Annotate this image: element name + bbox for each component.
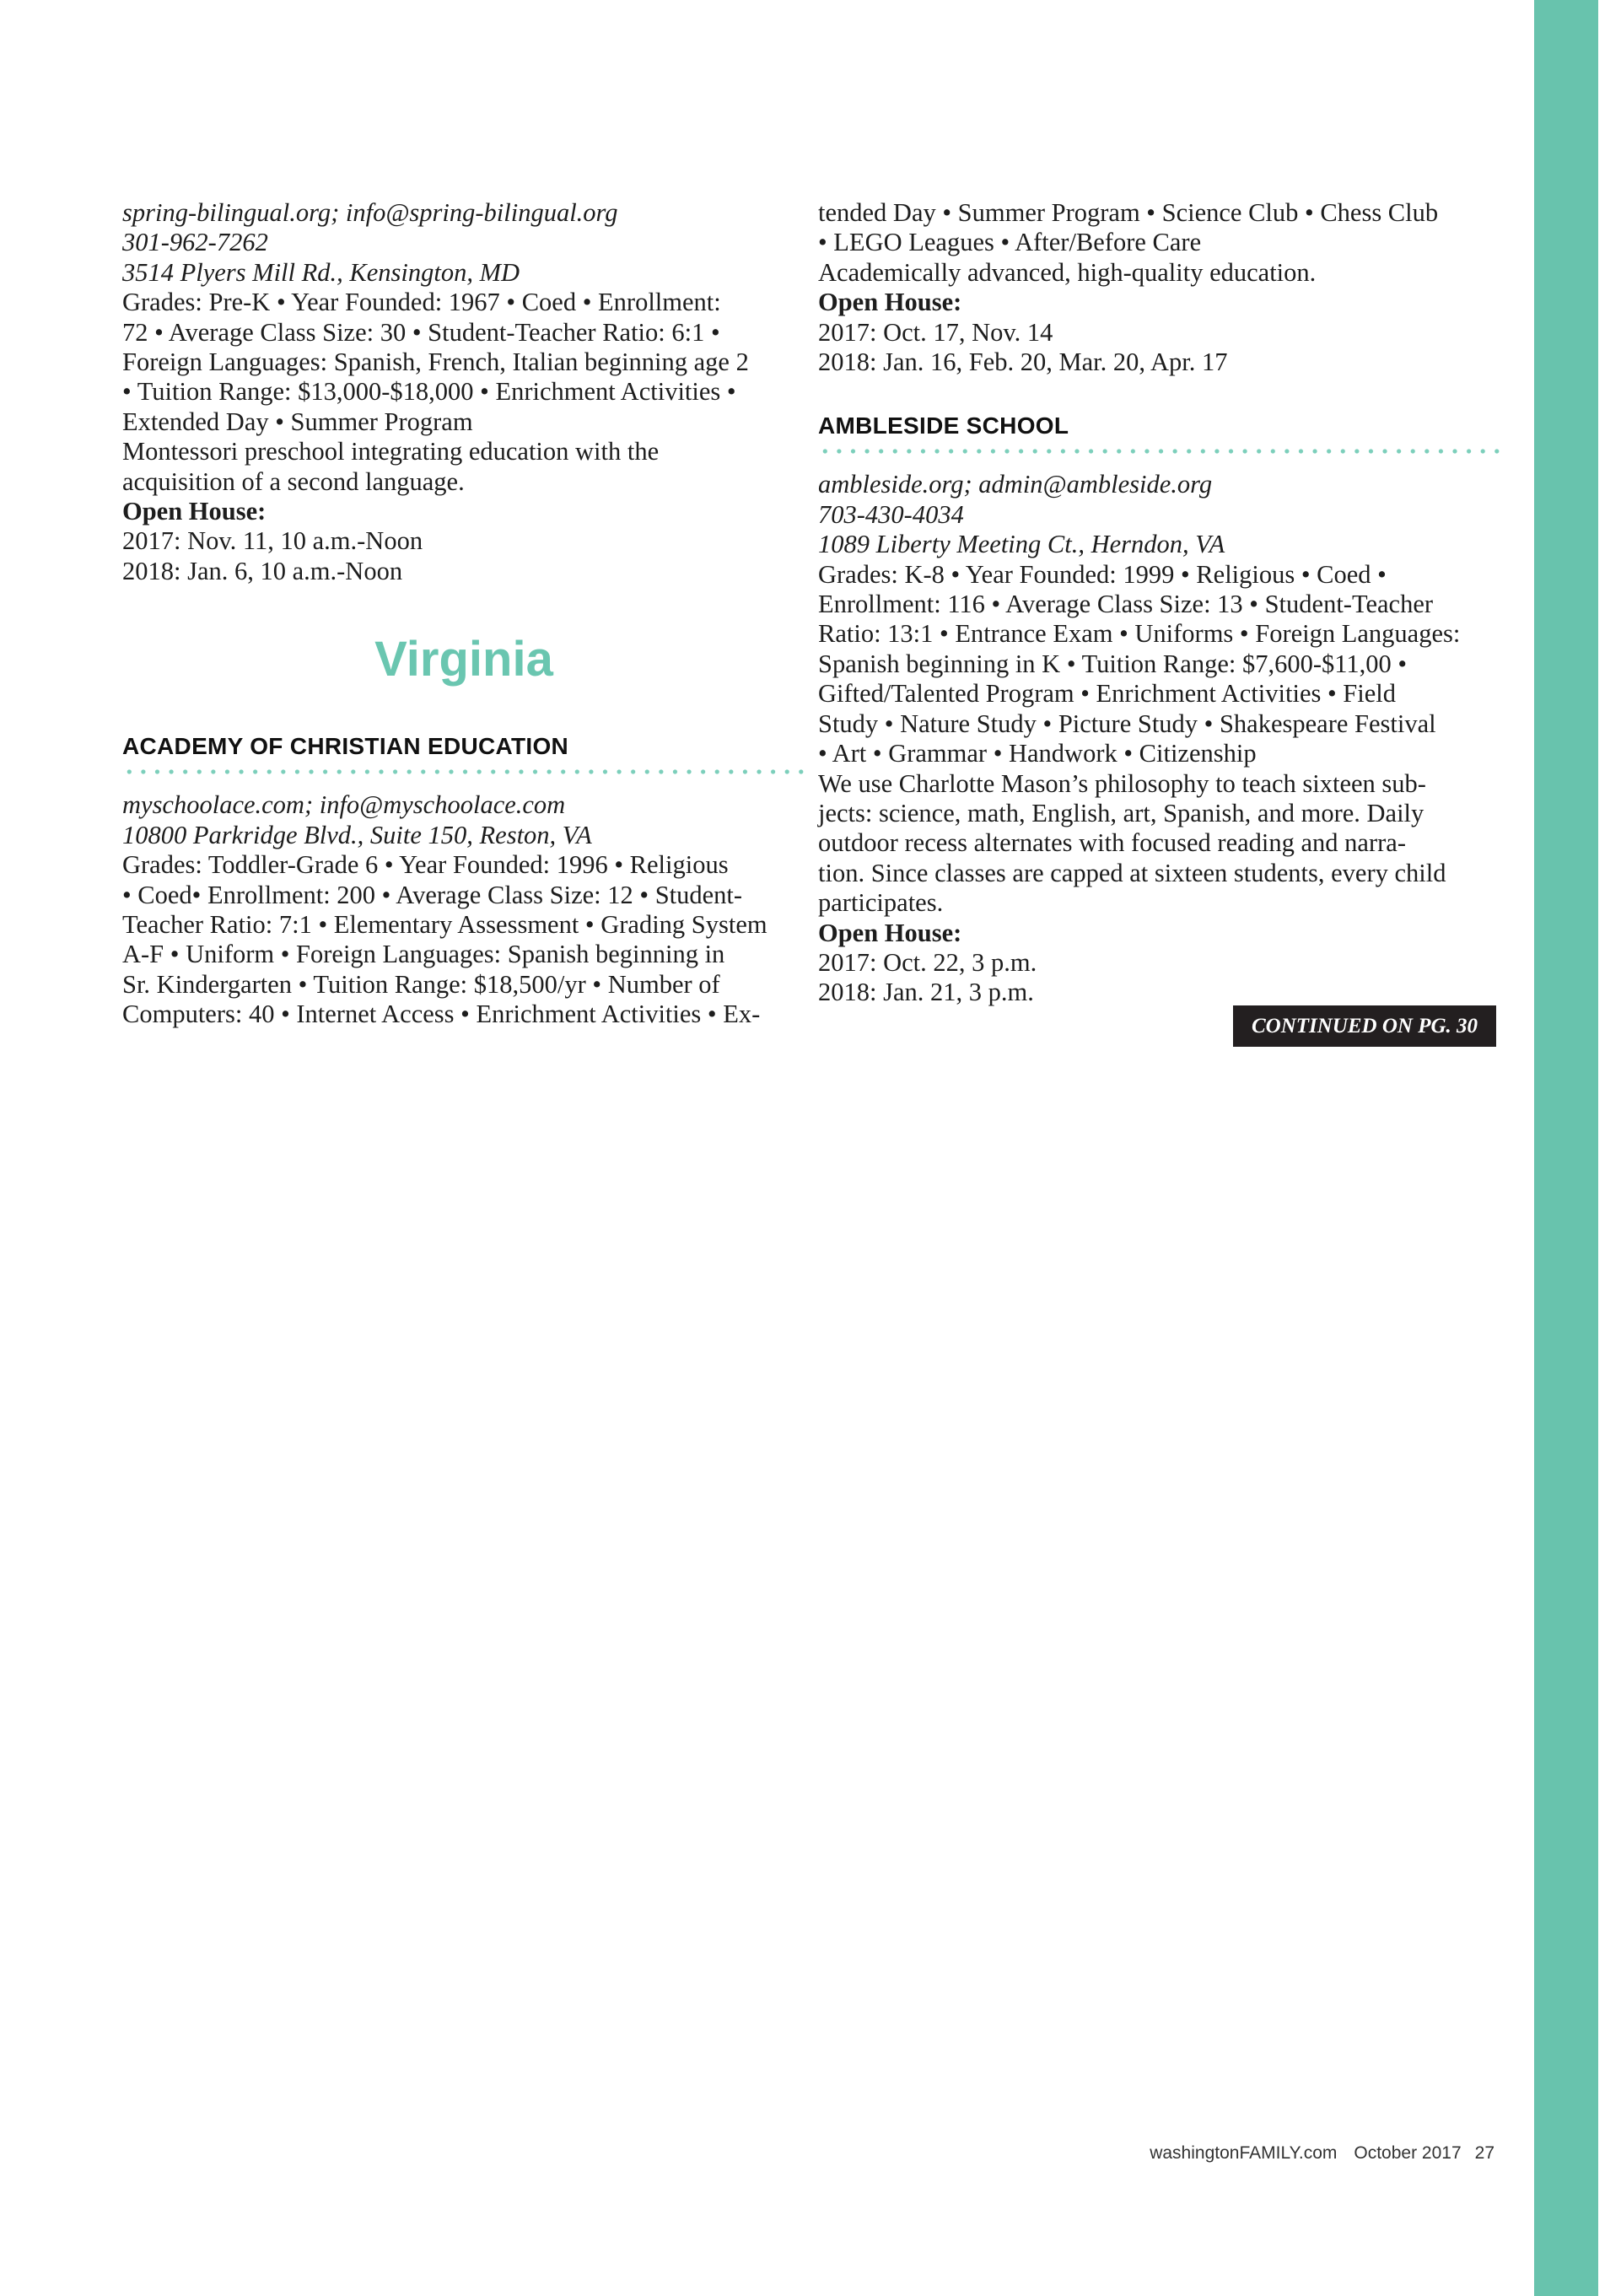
page-number: 27 (1474, 2143, 1494, 2163)
listing-details-line: • Tuition Range: $13,000-$18,000 • Enrichment Activities • (122, 377, 736, 407)
listing-details-line: Enrollment: 116 • Average Class Size: 13 • Student-Teacher (818, 590, 1434, 619)
listing-address: 1089 Liberty Meeting Ct., Herndon, VA (818, 530, 1225, 559)
open-house-label: Open House: (818, 288, 962, 317)
listing-phone: 703-430-4034 (818, 499, 964, 529)
listing-details-line: Study • Nature Study • Picture Study • Shakespeare Festival (818, 709, 1436, 738)
continued-on-page-badge: CONTINUED ON PG. 30 (1233, 1005, 1496, 1047)
page-edge-color-bar (1534, 0, 1598, 2296)
listing-academy-continued (818, 198, 1501, 377)
page-footer (1130, 2143, 1494, 2164)
listing-description-line: jects: science, math, English, art, Spanish, and more. Daily (818, 798, 1424, 827)
open-house-date: 2017: Nov. 11, 10 a.m.-Noon (122, 526, 423, 556)
school-name: ACADEMY OF CHRISTIAN EDUCATION (122, 733, 569, 760)
listing-spring-bilingual (122, 198, 805, 586)
listing-details-line: Ratio: 13:1 • Entrance Exam • Uniforms • Foreign Languages: (818, 619, 1461, 649)
listing-details-line: • Art • Grammar • Handwork • Citizenship (818, 739, 1257, 768)
listing-description-line: We use Charlotte Mason’s philosophy to teach sixteen sub- (818, 768, 1426, 798)
open-house-date: 2018: Jan. 21, 3 p.m. (818, 978, 1034, 1007)
footer-issue-date: October 2017 (1354, 2143, 1462, 2163)
listing-description-line: acquisition of a second language. (122, 466, 465, 496)
listing-details-line: Sr. Kindergarten • Tuition Range: $18,500/yr • Number of (122, 969, 720, 999)
open-house-date: 2018: Jan. 16, Feb. 20, Mar. 20, Apr. 17 (818, 348, 1228, 377)
listing-address: 3514 Plyers Mill Rd., Kensington, MD (122, 257, 520, 287)
listing-address: 10800 Parkridge Blvd., Suite 150, Reston, VA (122, 820, 592, 849)
listing-description-line: participates. (818, 888, 944, 918)
listing-details-line: Gifted/Talented Program • Enrichment Activities • Field (818, 679, 1396, 709)
dotted-divider (122, 768, 805, 775)
listing-details-line: Computers: 40 • Internet Access • Enrichment Activities • Ex- (122, 1000, 761, 1029)
state-heading: Virginia (374, 632, 553, 687)
listing-academy-of-christian-education (122, 733, 805, 1029)
open-house-label: Open House: (818, 918, 962, 947)
listing-details-line: • LEGO Leagues • After/Before Care (818, 228, 1202, 257)
dotted-divider (818, 448, 1501, 455)
listing-contact: spring-bilingual.org; info@spring-bilingual.org (122, 198, 618, 227)
listing-phone: 301-962-7262 (122, 228, 268, 257)
listing-contact: ambleside.org; admin@ambleside.org (818, 470, 1213, 499)
listing-description-line: outdoor recess alternates with focused reading and narra- (818, 828, 1406, 858)
listing-details-line: Teacher Ratio: 7:1 • Elementary Assessment • Grading System (122, 909, 767, 939)
listing-details-line: Grades: K-8 • Year Founded: 1999 • Religious • Coed • (818, 559, 1387, 589)
listing-details-line: Foreign Languages: Spanish, French, Italian beginning age 2 (122, 348, 749, 377)
listing-details-line: Grades: Pre-K • Year Founded: 1967 • Coed • Enrollment: (122, 288, 721, 317)
listing-details-line: Extended Day • Summer Program (122, 407, 473, 436)
open-house-date: 2018: Jan. 6, 10 a.m.-Noon (122, 556, 403, 585)
listing-details-line: A-F • Uniform • Foreign Languages: Spanish beginning in (122, 940, 725, 969)
listing-description-line: Montessori preschool integrating education with the (122, 437, 660, 466)
open-house-label: Open House: (122, 497, 267, 526)
listing-details-line: 72 • Average Class Size: 30 • Student-Teacher Ratio: 6:1 • (122, 317, 720, 347)
listing-details-line: Spanish beginning in K • Tuition Range: $7,600-$11,00 • (818, 649, 1408, 678)
school-name: AMBLESIDE SCHOOL (818, 412, 1069, 439)
right-column (818, 198, 1501, 1008)
listing-description-line: Academically advanced, high-quality education. (818, 257, 1317, 287)
open-house-date: 2017: Oct. 17, Nov. 14 (818, 317, 1053, 347)
listing-contact: myschoolace.com; info@myschoolace.com (122, 790, 566, 820)
listing-details-line: • Coed• Enrollment: 200 • Average Class Size: 12 • Student- (122, 880, 743, 909)
left-column (122, 198, 805, 1030)
open-house-date: 2017: Oct. 22, 3 p.m. (818, 947, 1037, 977)
listing-description-line: tion. Since classes are capped at sixteen students, every child (818, 858, 1446, 887)
listing-details-line: Grades: Toddler-Grade 6 • Year Founded: 1996 • Religious (122, 850, 729, 880)
listing-details-line: tended Day • Summer Program • Science Club • Chess Club (818, 198, 1439, 227)
listing-ambleside-school (818, 412, 1501, 1007)
footer-site: washingtonFAMILY.com (1150, 2143, 1338, 2163)
